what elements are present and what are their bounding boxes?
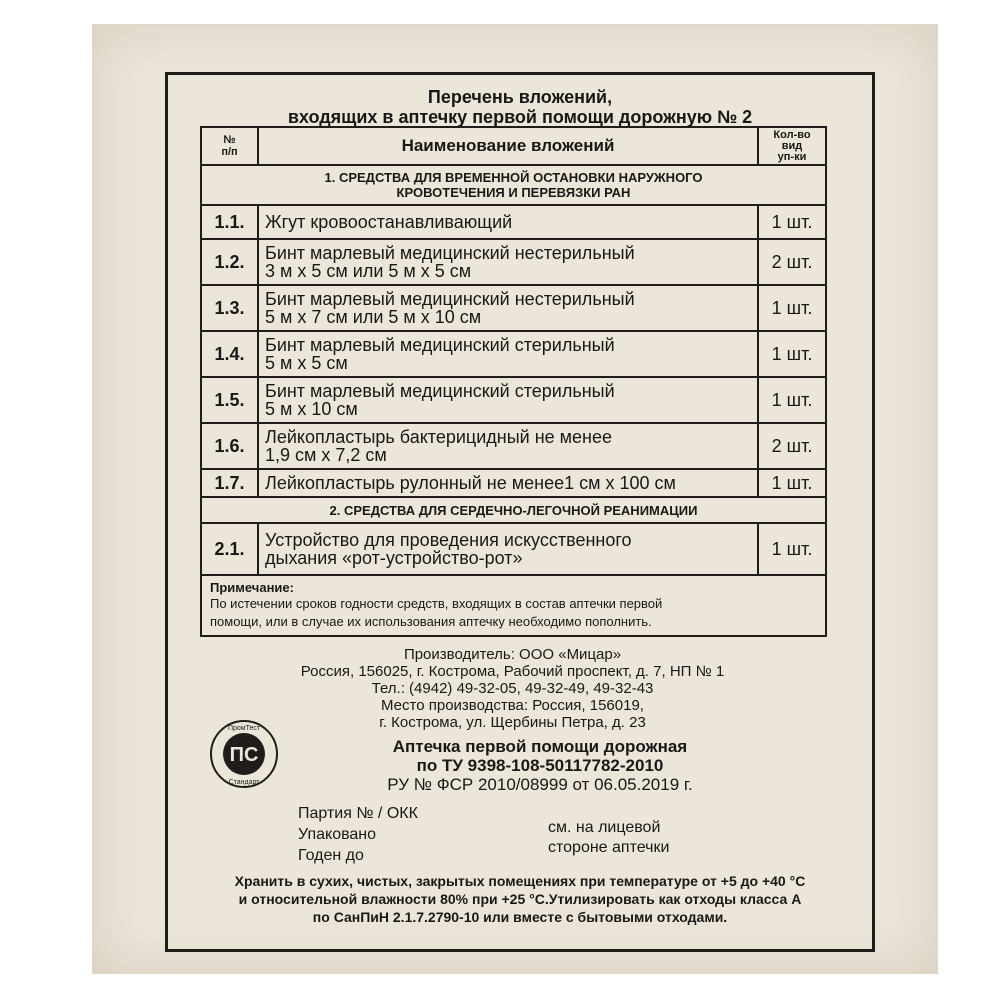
item-name-line-2: 5 м х 5 см bbox=[265, 353, 348, 373]
item-name-line-2: 5 м х 7 см или 5 м х 10 см bbox=[265, 307, 482, 327]
logo-top-text: ПромТест bbox=[227, 725, 261, 732]
header-qty-line-2: вид bbox=[781, 139, 803, 152]
logo-bottom-text: Стандарт bbox=[228, 779, 260, 786]
manufacturer-line-2: Россия, 156025, г. Кострома, Рабочий проспект, д. 7, НП № 1 bbox=[300, 663, 725, 680]
item-quantity: 2 шт. bbox=[758, 239, 826, 285]
item-name-line-2: дыхания «рот-устройство-рот» bbox=[265, 548, 523, 568]
logo-center-text: ПС bbox=[229, 744, 259, 766]
item-name-line-1: Жгут кровоостанавливающий bbox=[265, 212, 513, 232]
manufacturer-phone: Тел.: (4942) 49-32-05, 49-32-49, 49-32-43 bbox=[371, 680, 654, 697]
manufacturer-info bbox=[200, 646, 825, 731]
item-quantity: 2 шт. bbox=[758, 423, 826, 469]
item-name-line-1: Лейкопластырь бактерицидный не менее bbox=[265, 427, 613, 447]
header-qty-line-1: Кол-во bbox=[773, 128, 811, 141]
item-name-line-2: 1,9 см х 7,2 см bbox=[265, 445, 387, 465]
item-number: 1.5. bbox=[201, 377, 258, 423]
expiry-label: Годен до bbox=[298, 847, 364, 864]
item-number: 2.1. bbox=[201, 523, 258, 575]
product-spec: по ТУ 9398-108-50117782-2010 bbox=[416, 756, 664, 775]
table-row bbox=[201, 377, 826, 423]
item-name bbox=[258, 469, 758, 497]
table-row bbox=[201, 469, 826, 497]
item-number: 1.7. bbox=[201, 469, 258, 497]
item-number: 1.2. bbox=[201, 239, 258, 285]
header-quantity bbox=[758, 127, 826, 165]
item-name-line-1: Бинт марлевый медицинский стерильный bbox=[265, 381, 615, 401]
note-line-2: помощи, или в случае их использования аптечку необходимо пополнить. bbox=[210, 614, 652, 629]
item-number: 1.1. bbox=[201, 205, 258, 239]
registration-number: РУ № ФСР 2010/08999 от 06.05.2019 г. bbox=[387, 775, 693, 794]
item-number: 1.4. bbox=[201, 331, 258, 377]
production-place-line-1: Место производства: Россия, 156019, bbox=[381, 697, 644, 714]
title-line-2: входящих в аптечку первой помощи дорожную № 2 bbox=[287, 107, 753, 127]
header-name: Наименование вложений bbox=[258, 127, 758, 165]
table-row bbox=[201, 205, 826, 239]
section-row bbox=[201, 165, 826, 205]
section-2-items bbox=[201, 523, 826, 575]
item-name bbox=[258, 205, 758, 239]
item-name-line-2: 5 м х 10 см bbox=[265, 399, 358, 419]
header-qty-line-3: уп-ки bbox=[777, 150, 807, 163]
item-name-line-1: Бинт марлевый медицинский стерильный bbox=[265, 335, 615, 355]
header-number-line-2: п/п bbox=[221, 146, 238, 158]
note-line-1: По истечении сроков годности средств, входящих в состав аптечки первой bbox=[210, 596, 663, 611]
table-row bbox=[201, 239, 826, 285]
storage-line-3: по СанПиН 2.1.7.2790-10 или вместе с бытовыми отходами. bbox=[312, 909, 728, 925]
table-header-row bbox=[201, 127, 826, 165]
storage-instructions bbox=[170, 872, 870, 926]
item-name bbox=[258, 423, 758, 469]
storage-line-2: и относительной влажности 80% при +25 °С.Утилизировать как отходы класса А bbox=[238, 891, 802, 907]
header-number-line-1: № bbox=[223, 134, 236, 146]
item-quantity: 1 шт. bbox=[758, 331, 826, 377]
note-row bbox=[201, 575, 826, 636]
item-quantity: 1 шт. bbox=[758, 285, 826, 331]
item-name bbox=[258, 331, 758, 377]
storage-line-1: Хранить в сухих, чистых, закрытых помещениях при температуре от +5 до +40 °С bbox=[234, 873, 806, 889]
item-quantity: 1 шт. bbox=[758, 469, 826, 497]
see-front-line-1: см. на лицевой bbox=[548, 819, 661, 836]
section-1-title bbox=[201, 165, 826, 205]
section-1-line-2: КРОВОТЕЧЕНИЯ И ПЕРЕВЯЗКИ РАН bbox=[396, 185, 631, 200]
table-row bbox=[201, 523, 826, 575]
item-name bbox=[258, 239, 758, 285]
production-place-line-2: г. Кострома, ул. Щербины Петра, д. 23 bbox=[379, 714, 646, 731]
batch-info bbox=[298, 803, 418, 866]
item-name bbox=[258, 285, 758, 331]
product-name: Аптечка первой помощи дорожная bbox=[392, 737, 688, 756]
item-quantity: 1 шт. bbox=[758, 205, 826, 239]
title-line-1: Перечень вложений, bbox=[427, 87, 613, 107]
item-name-line-1: Устройство для проведения искусственного bbox=[265, 530, 632, 550]
manufacturer-line-1: Производитель: ООО «Мицар» bbox=[403, 646, 622, 663]
note-cell bbox=[201, 575, 826, 636]
product-info bbox=[240, 737, 840, 794]
item-quantity: 1 шт. bbox=[758, 377, 826, 423]
see-front-note bbox=[548, 818, 669, 858]
see-front-line-2: стороне аптечки bbox=[548, 839, 670, 856]
item-name-line-1: Бинт марлевый медицинский нестерильный bbox=[265, 289, 635, 309]
item-number: 1.6. bbox=[201, 423, 258, 469]
contents-table bbox=[200, 126, 827, 637]
table-row bbox=[201, 285, 826, 331]
header-number bbox=[201, 127, 258, 165]
section-2-title: 2. СРЕДСТВА ДЛЯ СЕРДЕЧНО-ЛЕГОЧНОЙ РЕАНИМАЦИИ bbox=[201, 497, 826, 523]
section-1-items bbox=[201, 205, 826, 497]
item-quantity: 1 шт. bbox=[758, 523, 826, 575]
item-name-line-2: 3 м х 5 см или 5 м х 5 см bbox=[265, 261, 472, 281]
table-row bbox=[201, 331, 826, 377]
section-row bbox=[201, 497, 826, 523]
note-title: Примечание: bbox=[210, 580, 294, 595]
item-name-line-1: Бинт марлевый медицинский нестерильный bbox=[265, 243, 635, 263]
item-number: 1.3. bbox=[201, 285, 258, 331]
section-1-line-1: 1. СРЕДСТВА ДЛЯ ВРЕМЕННОЙ ОСТАНОВКИ НАРУЖНОГО bbox=[324, 170, 703, 185]
item-name bbox=[258, 377, 758, 423]
item-name-line-1: Лейкопластырь рулонный не менее1 см х 100 см bbox=[265, 473, 676, 493]
document-title bbox=[165, 87, 875, 127]
packed-label: Упаковано bbox=[298, 826, 377, 843]
item-name bbox=[258, 523, 758, 575]
batch-label: Партия № / ОКК bbox=[298, 805, 418, 822]
table-row bbox=[201, 423, 826, 469]
